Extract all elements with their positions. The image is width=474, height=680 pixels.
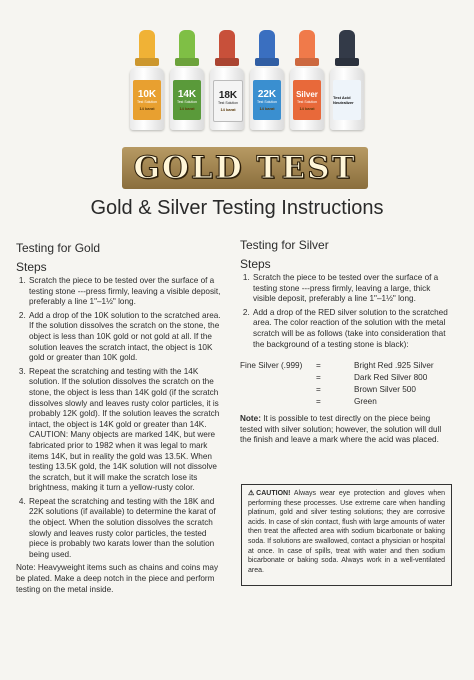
silver-steps-heading: Steps bbox=[240, 257, 271, 271]
bottle-neutralizer bbox=[330, 30, 364, 130]
list-item: 2. Add a drop of the 10K solution to the scratched area. If the solution dissolves the scratch on the stone, the object is less than 10K gold or not gold at all. If the solution leaves the scratch intact, the object is 10K gold or greater than 10K gold. bbox=[28, 311, 226, 364]
gold-steps-heading: Steps bbox=[16, 260, 47, 274]
silver-note: Note: It is possible to test directly on the piece being tested with silver solution; however, the solution will dull the finish and leave a mark where the acid was placed. bbox=[240, 414, 442, 445]
bottle-14k: 14K Test Solution 14 karat bbox=[170, 30, 204, 130]
list-item: 1. Scratch the piece to be tested over the surface of a testing stone ---press firmly, leaving a large, thick visible deposit, preferably a line 1"–1½" long. bbox=[252, 273, 452, 305]
silver-section bbox=[240, 238, 452, 446]
bottle-label: 14K bbox=[177, 89, 197, 100]
gold-steps-list bbox=[16, 276, 226, 560]
bottle-label: 18K bbox=[218, 90, 238, 101]
gold-section bbox=[16, 241, 226, 595]
bottle-label: 22K bbox=[257, 89, 277, 100]
caution-box bbox=[241, 484, 452, 586]
page-title: Gold & Silver Testing Instructions bbox=[90, 197, 384, 219]
bottles-photo bbox=[130, 30, 362, 130]
silver-heading: Testing for Silver bbox=[240, 238, 329, 252]
caution-label: ⚠CAUTION! bbox=[248, 490, 291, 497]
bottle-22k: 22K Test Solution 14 karat bbox=[250, 30, 284, 130]
silver-color-table bbox=[240, 360, 452, 408]
silver-steps-list bbox=[240, 273, 452, 350]
list-item: 4. Repeat the scratching and testing with the 18K and 22K solutions (if available) to determine the karat of the object. When the solution dissolves the scratch slowly and leaves rusty color particles, the tested piece is probably two karats lower than the solution being used. bbox=[28, 497, 226, 561]
gold-note: Note: Heavyweight items such as chains and coins may be plated. Make a deep notch in the piece and perform testing on the metal inside. bbox=[16, 563, 219, 594]
list-item: 3. Repeat the scratching and testing with the 14K solution. If the solution dissolves the scratch on the stone, the object is less than 14K gold (if the scratch dissolves slowly and leaves rusty color particles, it is probably 12K gold). If the solution leaves the scratch intact, the object is 14K gold or greater than 14K. CAUTION: Many objects are marked 14K, but were fabricated prior to 1982 when it was legal to mark items 14K, but in reality the gold was 13.5K. When testing 13.5K gold, the 14K solution will not dissolve the scratch, but it will make the scratch lose its brightness, making it turn a yellow-rusty color. bbox=[28, 367, 226, 494]
list-item: 2. Add a drop of the RED silver solution to the scratched area. The color reaction of the solution with the metal scratch will be as follows (take into consideration that the background of a testing stone is black): bbox=[252, 308, 452, 350]
bottle-label: Test Acid Neutralizer bbox=[333, 95, 354, 105]
table-row: = Brown Silver 500 bbox=[316, 384, 416, 394]
caution-text: Always wear eye protection and gloves when performing these processes. Use extreme care when handling platinum, gold and silver testing solutions; they are corrosive acids. In case of skin contact, flush with large amounts of water then treat the affected area with sodium bicarbonate or baking soda. If solutions are swallowed, contact a physician or hospital at once. In case of spills, treat with water and then sodium bicarbonate or baking soda. Always work in a well-ventilated area. bbox=[248, 490, 445, 574]
gold-test-logo: GOLD TEST bbox=[122, 147, 368, 189]
bottle-18k: 18K Test Solution 14 karat bbox=[210, 30, 244, 130]
bottle-label: Silver bbox=[296, 90, 318, 99]
table-row: = Dark Red Silver 800 bbox=[316, 372, 428, 382]
table-row: = Green bbox=[316, 396, 377, 406]
bottle-10k: 10K Test Solution 14 karat bbox=[130, 30, 164, 130]
bottle-silver: Silver Test Solution 14 karat bbox=[290, 30, 324, 130]
table-row: Fine Silver (.999) = Bright Red .925 Silver bbox=[240, 360, 434, 370]
gold-heading: Testing for Gold bbox=[16, 241, 101, 255]
list-item: 1. Scratch the piece to be tested over the surface of a testing stone ---press firmly, leaving a visible deposit, preferably a line 1"–1½" long. bbox=[28, 276, 226, 308]
bottle-label: 10K bbox=[137, 89, 157, 100]
